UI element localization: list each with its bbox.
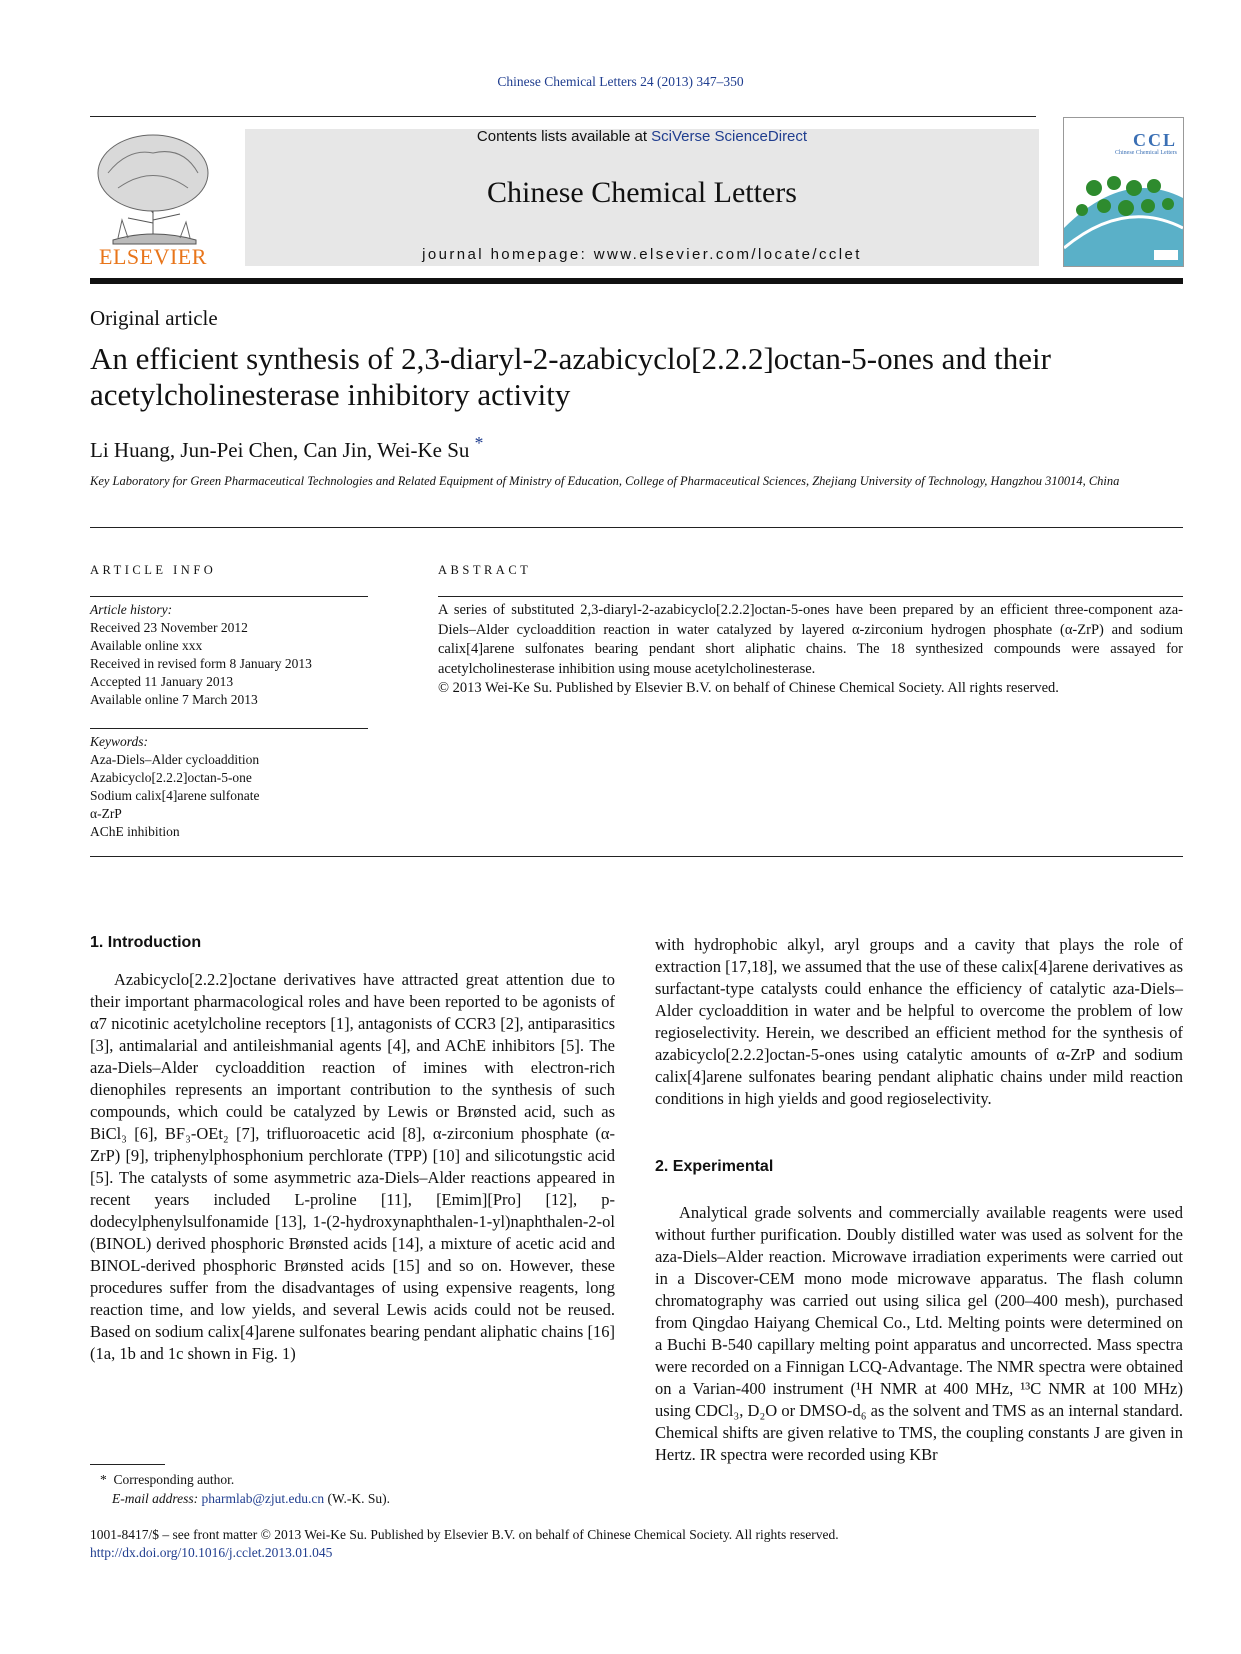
article-title: An efficient synthesis of 2,3-diaryl-2-azabicyclo[2.2.2]octan-5-ones and their acetylcholinesterase inhibitory activity xyxy=(90,341,1051,412)
introduction-continued: with hydrophobic alkyl, aryl groups and a cavity that plays the role of extraction [17,18], we assumed that the use of these calix[4]arene derivatives as surfactant-type catalysts could enhance the efficiency of catalytic aza-Diels–Alder cycloaddition in water and be helpful to overcome the problem of low regioselectivity. Herein, we described an efficient method for the synthesis of azabicyclo[2.2.2]octan-5-ones using catalytic amounts of α-ZrP and sodium calix[4]arene sulfonates bearing pendant aliphatic chains under mild reaction conditions in high yields and good regioselectivity. xyxy=(655,935,1183,1108)
keyword-item: AChE inhibition xyxy=(90,824,180,839)
footnote-rule xyxy=(90,1464,165,1465)
experimental-paragraph: Analytical grade solvents and commercially available reagents were used without further purification. Doubly distilled water was used as solvent for the aza-Diels–Alder reaction. Microwave irradiation experiments were carried out in a Discover-CEM mono mode microwave apparatus. The flash column chromatography was carried out using silica gel (200–400 mesh), purchased from Qingdao Haiyang Chemical Co., Ltd. Melting points were determined on a Buchi B-540 capillary melting point apparatus and uncorrected. Mass spectra were recorded on a Finnigan LCQ-Advantage. The NMR spectra were obtained on a Varian-400 instrument (¹H NMR at 400 MHz, ¹³C NMR at 100 MHz) using CDCl₃, D₂O or DMSO-d₆ as the solvent and TMS as an internal standard. Chemical shifts are given relative to TMS, the coupling constants J are given in Hertz. IR spectra were recorded using KBr xyxy=(655,1203,1183,1464)
abstract-heading: ABSTRACT xyxy=(438,563,532,577)
article-info-heading: ARTICLE INFO xyxy=(90,563,217,577)
footnote xyxy=(90,1470,590,1508)
abstract-rule xyxy=(438,596,1183,597)
keywords-label: Keywords: xyxy=(90,734,148,749)
keyword-item: Aza-Diels–Alder cycloaddition xyxy=(90,752,260,767)
corresponding-author-mark[interactable]: * xyxy=(474,433,484,453)
authors-names: Li Huang, Jun-Pei Chen, Can Jin, Wei-Ke Su xyxy=(90,438,470,462)
introduction-paragraph: Azabicyclo[2.2.2]octane derivatives have attracted great attention due to their important pharmacological roles and have been reported to be agonists of α7 nicotinic acetylcholine receptors [1], antagonists of CCR3 [2], antiparasitics [3], antimalarial and antileishmanial agents [4], and AChE inhibitors [5]. The aza-Diels–Alder cycloaddition reaction of imines with electron-rich dienophiles represents an important contribution to the synthesis of such compounds, which could be catalyzed by Lewis or Brønsted acid, such as BiCl₃ [6], BF₃-OEt₂ [7], trifluoroacetic acid [8], α-zirconium phosphate (α-ZrP) [9], triphenylphosphonium perchlorate (TPP) [10] and silicotungstic acid [5]. The catalysts of some asymmetric aza-Diels–Alder reactions appeared in recent years included L-proline [11], [Emim][Pro] [12], p-dodecylphenylsulfonamide [13], 1-(2-hydroxynaphthalen-1-yl)naphthalen-2-ol (BINOL) derived phosphoric Brønsted acids [14], a mixture of acetic acid and BINOL-derived phosphoric Brønsted acids [15] and so on. However, these procedures suffer from the disadvantages of using expensive reagents, long reaction time, and low yields, and several Lewis acids could not be reused. Based on sodium calix[4]arene sulfonates bearing pendant aliphatic chains [16] (1a, 1b and 1c shown in Fig. 1) xyxy=(90,970,615,1363)
history-label: Article history: xyxy=(90,602,173,617)
email-link[interactable]: pharmlab@zjut.edu.cn xyxy=(201,1491,325,1506)
introduction-heading: 1. Introduction xyxy=(90,934,202,951)
footnote-mark: * xyxy=(100,1472,107,1487)
cover-artwork-icon xyxy=(1064,158,1183,266)
article-info-rule xyxy=(90,596,368,597)
keyword-item: Sodium calix[4]arene sulfonate xyxy=(90,788,260,803)
article-history xyxy=(90,601,370,709)
email-suffix: (W.-K. Su). xyxy=(324,1491,391,1506)
keywords xyxy=(90,733,370,841)
contents-line xyxy=(245,128,1039,145)
doi-link[interactable]: http://dx.doi.org/10.1016/j.cclet.2013.01.045 xyxy=(90,1545,333,1560)
history-item: Received 23 November 2012 xyxy=(90,620,248,635)
journal-reference[interactable]: Chinese Chemical Letters 24 (2013) 347–350 xyxy=(497,74,744,89)
history-item: Available online xxx xyxy=(90,638,203,653)
masthead-rule xyxy=(90,278,1183,284)
keyword-item: α-ZrP xyxy=(90,806,122,821)
keyword-item: Azabicyclo[2.2.2]octan-5-one xyxy=(90,770,252,785)
history-item: Accepted 11 January 2013 xyxy=(90,674,234,689)
footnote-label: Corresponding author. xyxy=(113,1472,235,1487)
journal-cover-thumbnail[interactable] xyxy=(1063,117,1184,267)
front-matter-rule xyxy=(90,856,1183,857)
issn-line: 1001-8417/$ – see front matter © 2013 Wei-Ke Su. Published by Elsevier B.V. on behalf of Chinese Chemical Society. All rights reserved. xyxy=(90,1527,839,1542)
journal-homepage[interactable]: journal homepage: www.elsevier.com/locate/cclet xyxy=(422,246,862,263)
abstract-copyright: © 2013 Wei-Ke Su. Published by Elsevier B.V. on behalf of Chinese Chemical Society. All rights reserved. xyxy=(438,680,1059,696)
affiliation-rule xyxy=(90,527,1183,528)
publisher-wordmark: ELSEVIER xyxy=(99,244,207,269)
cover-abbreviation: CCL xyxy=(1132,130,1177,150)
journal-title: Chinese Chemical Letters xyxy=(487,176,797,209)
header-rule xyxy=(90,116,1036,117)
author-list xyxy=(90,433,483,463)
sciencedirect-link[interactable]: SciVerse ScienceDirect xyxy=(651,128,808,145)
cover-subtitle: Chinese Chemical Letters xyxy=(1115,150,1177,156)
contents-prefix: Contents lists available at xyxy=(476,128,652,145)
abstract-text: A series of substituted 2,3-diaryl-2-azabicyclo[2.2.2]octan-5-ones have been prepared by an efficient three-component aza-Diels–Alder cycloaddition reaction in water catalyzed by layered α-zirconium hydrogen phosphate (α-ZrP) and sodium calix[4]arene sulfonates bearing pendant short aliphatic chains. The 18 synthesized compounds were assayed for acetylcholinesterase inhibition using mouse acetylcholinesterase. xyxy=(438,602,1183,677)
article-type: Original article xyxy=(90,306,218,330)
experimental-heading: 2. Experimental xyxy=(655,1158,774,1175)
affiliation: Key Laboratory for Green Pharmaceutical Technologies and Related Equipment of Ministry of Education, College of Pharmaceutical Sciences, Zhejiang University of Technology, Hangzhou 310014, China xyxy=(90,474,1120,488)
abstract-body xyxy=(438,601,1183,699)
history-item: Received in revised form 8 January 2013 xyxy=(90,656,312,671)
keywords-rule xyxy=(90,728,368,729)
history-item: Available online 7 March 2013 xyxy=(90,692,258,707)
email-label: E-mail address: xyxy=(112,1491,202,1506)
page-footer xyxy=(90,1526,1183,1562)
